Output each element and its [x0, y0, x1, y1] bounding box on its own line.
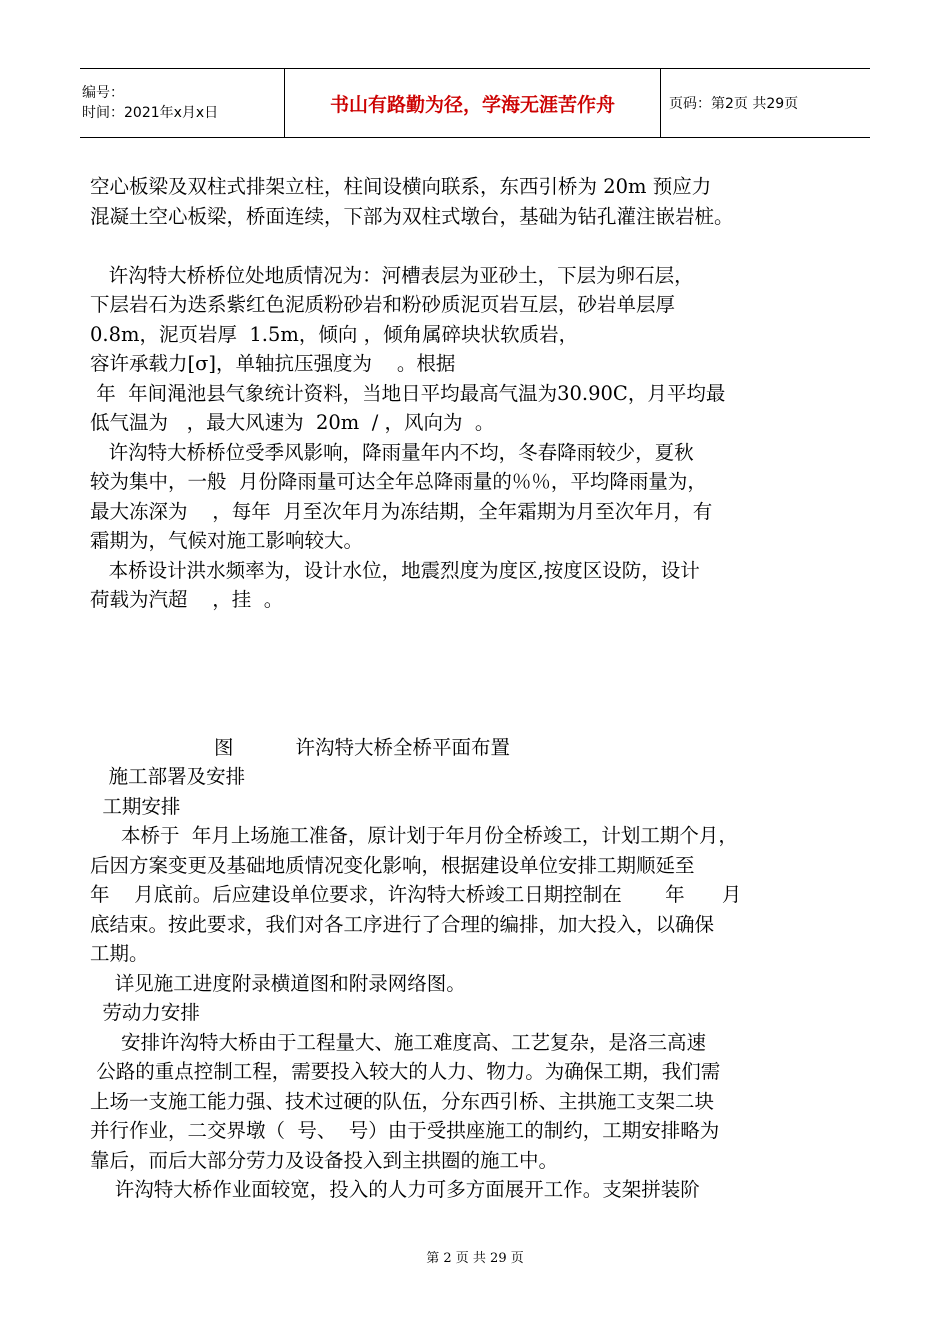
- text-line: 详见施工进度附录横道图和附录网络图。: [90, 971, 466, 995]
- text-line: 混凝土空心板梁，桥面连续，下部为双柱式墩台，基础为钻孔灌注嵌岩桩。: [90, 204, 734, 228]
- subsection-heading: 劳动力安排: [90, 1001, 200, 1024]
- text-line: 安排许沟特大桥由于工程量大、施工难度高、工艺复杂，是洛三高速: [90, 1030, 706, 1054]
- figure-caption: 图 许沟特大桥全桥平面布置: [90, 735, 510, 759]
- header-motto: 书山有路勤为径，学海无涯苦作舟: [285, 69, 661, 137]
- text-line: 许沟特大桥作业面较宽，投入的人力可多方面展开工作。支架拼装阶: [90, 1178, 700, 1201]
- header-page-info: 页码：第2页 共29页: [669, 96, 799, 112]
- document-date: 时间：2021年x月x日: [82, 105, 219, 121]
- subsection-heading: 工期安排: [90, 794, 181, 818]
- text-line: 容许承载力[σ]，单轴抗压强度为 。根据: [90, 352, 456, 375]
- text-line: 下层岩石为迭系紫红色泥质粉砂岩和粉砂质泥页岩互层，砂岩单层厚: [90, 293, 676, 316]
- text-line: 后因方案变更及基础地质情况变化影响，根据建设单位安排工期顺延至: [90, 853, 695, 877]
- text-line: 0.8m，泥页岩厚 1.5m，倾向 ，倾角属碎块状软质岩，: [90, 322, 579, 346]
- text-line: 本桥于 年月上场施工准备，原计划于年月份全桥竣工，计划工期个月，: [90, 824, 738, 847]
- document-number: 编号：: [82, 85, 124, 101]
- document-body: [90, 172, 880, 1205]
- figure-space: [90, 644, 880, 674]
- text-line: 低气温为 ，最大风速为 20m / ，风向为 。: [90, 411, 495, 434]
- text-line: 本桥设计洪水频率为，设计水位，地震烈度为度区,按度区设防，设计: [90, 558, 700, 582]
- text-line: 较为集中，一般 月份降雨量可达全年总降雨量的％％，平均降雨量为，: [90, 470, 707, 493]
- text-line: 年 月底前。后应建设单位要求，许沟特大桥竣工日期控制在 年 月: [90, 883, 742, 906]
- text-line: 荷载为汽超 ，挂 。: [90, 588, 284, 611]
- text-line: 并行作业，二交界墩（ 号、 号）由于受拱座施工的制约，工期安排略为: [90, 1119, 720, 1142]
- page-footer: 第 2 页 共 29 页: [426, 1251, 524, 1266]
- text-line: 年 年间渑池县气象统计资料，当地日平均最高气温为30.90C，月平均最: [90, 381, 726, 405]
- text-line: 底结束。按此要求，我们对各工序进行了合理的编排，加大投入，以确保: [90, 912, 715, 936]
- figure-space: [90, 703, 880, 733]
- text-line: 公路的重点控制工程，需要投入较大的人力、物力。为确保工期，我们需: [90, 1060, 721, 1083]
- text-line: 空心板梁及双柱式排架立柱，柱间设横向联系，东西引桥为 20m 预应力: [90, 175, 712, 198]
- header-meta: [80, 69, 285, 137]
- text-line: 上场一支施工能力强、技术过硬的队伍，分东西引桥、主拱施工支架二块: [90, 1089, 715, 1113]
- page-header: [80, 68, 870, 138]
- figure-space: [90, 615, 880, 645]
- section-heading: 施工部署及安排: [90, 765, 246, 788]
- text-line: 霜期为，气候对施工影响较大。: [90, 529, 364, 552]
- paragraph-gap: [90, 231, 880, 261]
- text-line: 最大冻深为 ，每年 月至次年月为冻结期，全年霜期为月至次年月，有: [90, 499, 713, 523]
- text-line: 许沟特大桥桥位处地质情况为：河槽表层为亚砂土，下层为卵石层，: [90, 263, 694, 287]
- text-line: 工期。: [90, 942, 149, 965]
- text-line: 许沟特大桥桥位受季风影响，降雨量年内不均，冬春降雨较少，夏秋: [90, 440, 694, 464]
- figure-space: [90, 674, 880, 704]
- text-line: 靠后，而后大部分劳力及设备投入到主拱圈的施工中。: [90, 1148, 559, 1172]
